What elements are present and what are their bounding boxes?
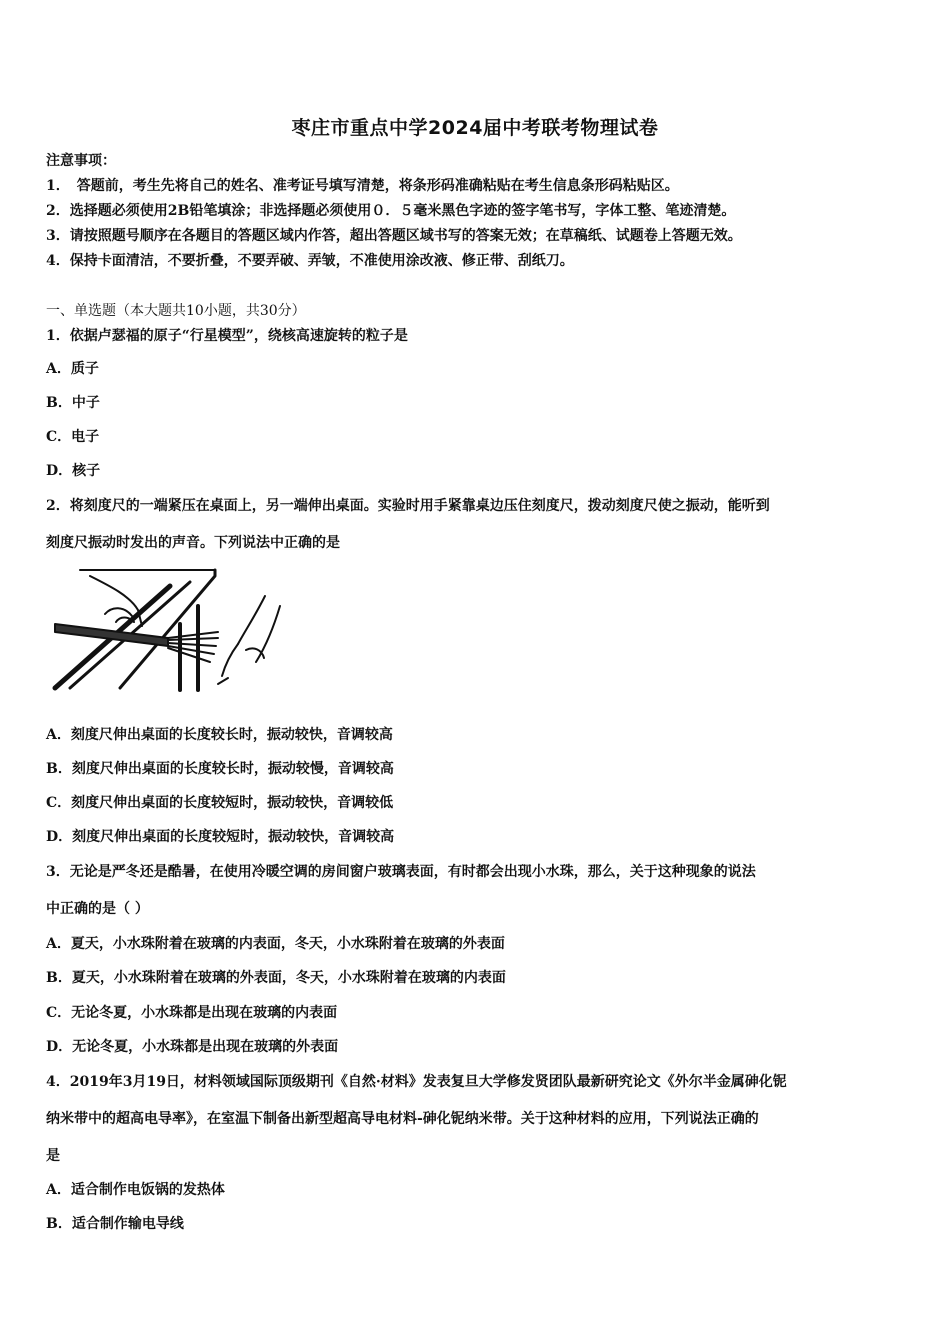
- ruler-vibration-illustration: [50, 566, 290, 696]
- question-3-option-b: B．夏天，小水珠附着在玻璃的外表面，冬天，小水珠附着在玻璃的内表面: [46, 970, 506, 986]
- notice-item: 4．保持卡面清洁，不要折叠，不要弄破、弄皱，不准使用涂改液、修正带、刮纸刀。: [46, 253, 574, 269]
- question-2-option-c: C．刻度尺伸出桌面的长度较短时，振动较快，音调较低: [46, 795, 394, 811]
- question-3-option-c: C．无论冬夏，小水珠都是出现在玻璃的内表面: [46, 1005, 338, 1021]
- question-4-stem-line: 纳米带中的超高电导率》，在室温下制备出新型超高导电材料-砷化铌纳米带。关于这种材料的应用，下列说法正确的: [46, 1111, 759, 1127]
- question-1-option-c: C．电子: [46, 429, 100, 445]
- question-3-option-a: A．夏天，小水珠附着在玻璃的内表面，冬天，小水珠附着在玻璃的外表面: [46, 936, 505, 952]
- question-1-option-b: B．中子: [46, 395, 100, 411]
- question-2-stem-line: 刻度尺振动时发出的声音。下列说法中正确的是: [46, 535, 340, 551]
- question-3-option-d: D．无论冬夏，小水珠都是出现在玻璃的外表面: [46, 1039, 339, 1055]
- question-4-option-a: A．适合制作电饭锅的发热体: [46, 1182, 225, 1198]
- question-2-option-d: D．刻度尺伸出桌面的长度较短时，振动较快，音调较高: [46, 829, 395, 845]
- question-2-stem-line: 2．将刻度尺的一端紧压在桌面上，另一端伸出桌面。实验时用手紧靠桌边压住刻度尺，拨动刻度尺使之振动，能听到: [46, 498, 770, 514]
- question-2-option-a: A．刻度尺伸出桌面的长度较长时，振动较快，音调较高: [46, 727, 393, 743]
- question-1-option-a: A．质子: [46, 361, 99, 377]
- page-title: 枣庄市重点中学2024届中考联考物理试卷: [291, 117, 659, 139]
- notice-item: 2．选择题必须使用2B铅笔填涂；非选择题必须使用０．５毫米黑色字迹的签字笔书写，字体工整、笔迹清楚。: [46, 203, 736, 219]
- question-2-option-b: B．刻度尺伸出桌面的长度较长时，振动较慢，音调较高: [46, 761, 394, 777]
- question-1-option-d: D．核子: [46, 463, 101, 479]
- question-4-stem-line: 是: [46, 1148, 60, 1164]
- question-3-stem-line: 中正确的是（ ）: [46, 901, 149, 917]
- question-4-option-b: B．适合制作输电导线: [46, 1216, 184, 1232]
- notice-item: 3．请按照题号顺序在各题目的答题区域内作答，超出答题区域书写的答案无效；在草稿纸、试题卷上答题无效。: [46, 228, 742, 244]
- question-4-stem-line: 4．2019年3月19日，材料领域国际顶级期刊《自然·材料》发表复旦大学修发贤团队最新研究论文《外尔半金属砷化铌: [46, 1074, 787, 1090]
- notice-item: 1． 答题前，考生先将自己的姓名、准考证号填写清楚，将条形码准确粘贴在考生信息条形码粘贴区。: [46, 178, 679, 194]
- question-1-stem: 1．依据卢瑟福的原子“行星模型”，绕核高速旋转的粒子是: [46, 328, 408, 344]
- question-3-stem-line: 3．无论是严冬还是酷暑，在使用冷暖空调的房间窗户玻璃表面，有时都会出现小水珠，那么，关于这种现象的说法: [46, 864, 756, 880]
- section-heading: 一、单选题（本大题共10小题，共30分）: [46, 303, 306, 319]
- notice-heading: 注意事项：: [46, 153, 116, 169]
